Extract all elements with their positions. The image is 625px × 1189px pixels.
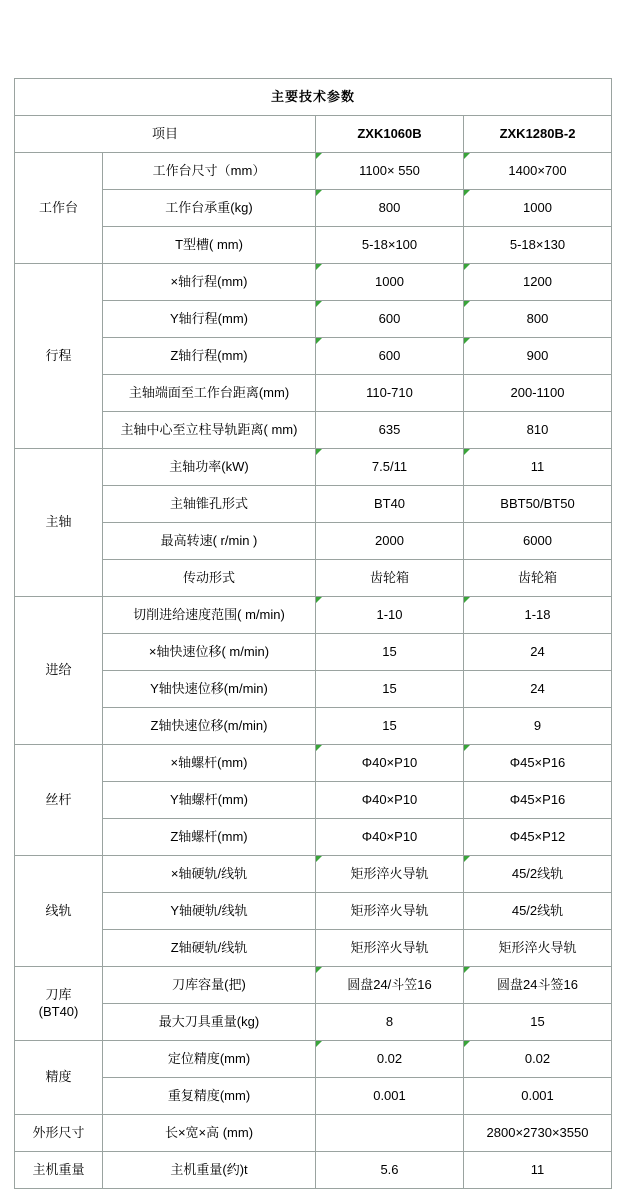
param-label: 主轴端面至工作台距离(mm) [103, 375, 316, 412]
group-name-cell [15, 264, 103, 449]
param-value-model-2: 5-18×130 [464, 227, 612, 264]
param-value-model-1: Φ40×P10 [316, 782, 464, 819]
param-value-model-1: 600 [316, 301, 464, 338]
group-name-cell [15, 449, 103, 597]
param-value-model-2: BBT50/BT50 [464, 486, 612, 523]
param-value-model-1: 7.5/11 [316, 449, 464, 486]
group-name-line: 刀库 [45, 987, 72, 1003]
param-value-model-1: 0.001 [316, 1078, 464, 1115]
table-row [15, 486, 612, 523]
group-name-line: 行程 [45, 347, 72, 363]
param-value-model-2: 24 [464, 634, 612, 671]
table-row [15, 930, 612, 967]
table-row [15, 1041, 612, 1078]
param-label: Z轴硬轨/线轨 [103, 930, 316, 967]
group-name-line: 丝杆 [45, 791, 72, 807]
group-name-line: 主轴 [45, 514, 72, 530]
group-name-cell [15, 597, 103, 745]
param-label: Y轴行程(mm) [103, 301, 316, 338]
header-model-2: ZXK1280B-2 [464, 116, 612, 153]
param-value-model-2: 45/2线轨 [464, 856, 612, 893]
param-value-model-1: Φ40×P10 [316, 745, 464, 782]
param-value-model-1: 2000 [316, 523, 464, 560]
param-value-model-2: 2800×2730×3550 [464, 1115, 612, 1152]
table-row [15, 856, 612, 893]
param-value-model-1 [316, 1115, 464, 1152]
param-label: 主轴锥孔形式 [103, 486, 316, 523]
param-label: Y轴快速位移(m/min) [103, 671, 316, 708]
param-label: 工作台承重(kg) [103, 190, 316, 227]
param-value-model-2: Φ45×P16 [464, 782, 612, 819]
table-row [15, 634, 612, 671]
table-row [15, 227, 612, 264]
param-value-model-2: 0.02 [464, 1041, 612, 1078]
param-value-model-1: 0.02 [316, 1041, 464, 1078]
param-label: 主轴中心至立柱导轨距离( mm) [103, 412, 316, 449]
param-value-model-2: 24 [464, 671, 612, 708]
param-value-model-2: Φ45×P12 [464, 819, 612, 856]
technical-parameters-table [14, 78, 612, 1189]
param-value-model-2: 810 [464, 412, 612, 449]
group-name-line: 线轨 [45, 902, 72, 918]
param-value-model-2: 1-18 [464, 597, 612, 634]
param-value-model-1: 15 [316, 634, 464, 671]
param-value-model-2: 200-1100 [464, 375, 612, 412]
table-row [15, 412, 612, 449]
param-label: ×轴行程(mm) [103, 264, 316, 301]
param-value-model-1: 8 [316, 1004, 464, 1041]
param-label: ×轴螺杆(mm) [103, 745, 316, 782]
table-row [15, 893, 612, 930]
param-value-model-1: Φ40×P10 [316, 819, 464, 856]
param-value-model-2: 6000 [464, 523, 612, 560]
param-value-model-2: 900 [464, 338, 612, 375]
param-value-model-1: 635 [316, 412, 464, 449]
table-row [15, 1078, 612, 1115]
param-value-model-2: Φ45×P16 [464, 745, 612, 782]
param-value-model-1: 600 [316, 338, 464, 375]
param-label: 长×宽×高 (mm) [103, 1115, 316, 1152]
group-name-cell [15, 967, 103, 1041]
table-row [15, 1115, 612, 1152]
group-name-cell: 外形尺寸 [15, 1115, 103, 1152]
table-row [15, 375, 612, 412]
param-value-model-1: 15 [316, 671, 464, 708]
group-name-cell [15, 1041, 103, 1115]
param-value-model-1: 齿轮箱 [316, 560, 464, 597]
table-row [15, 153, 612, 190]
group-name-line: 工作台 [38, 199, 78, 215]
param-value-model-1: 800 [316, 190, 464, 227]
param-label: ×轴快速位移( m/min) [103, 634, 316, 671]
param-label: Z轴螺杆(mm) [103, 819, 316, 856]
param-value-model-1: BT40 [316, 486, 464, 523]
table-row [15, 264, 612, 301]
table-row [15, 782, 612, 819]
header-model-1: ZXK1060B [316, 116, 464, 153]
table-row [15, 819, 612, 856]
param-value-model-2: 15 [464, 1004, 612, 1041]
param-value-model-2: 1000 [464, 190, 612, 227]
table-header-row [15, 116, 612, 153]
table-row [15, 523, 612, 560]
param-value-model-2: 9 [464, 708, 612, 745]
param-label: 刀库容量(把) [103, 967, 316, 1004]
group-name-line: 进给 [45, 662, 72, 678]
table-row [15, 338, 612, 375]
table-row [15, 708, 612, 745]
param-value-model-2: 45/2线轨 [464, 893, 612, 930]
table-row [15, 449, 612, 486]
param-value-model-1: 1-10 [316, 597, 464, 634]
param-value-model-2: 1400×700 [464, 153, 612, 190]
table-row [15, 560, 612, 597]
table-row [15, 745, 612, 782]
param-label: 定位精度(mm) [103, 1041, 316, 1078]
table-row [15, 671, 612, 708]
param-value-model-1: 矩形淬火导轨 [316, 930, 464, 967]
param-value-model-1: 5.6 [316, 1152, 464, 1189]
table-row [15, 190, 612, 227]
param-value-model-1: 110-710 [316, 375, 464, 412]
group-name-cell [15, 856, 103, 967]
param-label: 最大刀具重量(kg) [103, 1004, 316, 1041]
param-value-model-1: 圆盘24/斗笠16 [316, 967, 464, 1004]
param-label: 主机重量(约)t [103, 1152, 316, 1189]
param-label: 主轴功率(kW) [103, 449, 316, 486]
param-label: 最高转速( r/min ) [103, 523, 316, 560]
param-label: ×轴硬轨/线轨 [103, 856, 316, 893]
param-label: Y轴硬轨/线轨 [103, 893, 316, 930]
group-name-line: (BT40) [38, 1003, 79, 1019]
param-value-model-1: 矩形淬火导轨 [316, 893, 464, 930]
param-label: Z轴行程(mm) [103, 338, 316, 375]
page-title: 主要技术参数 [15, 79, 612, 116]
param-value-model-2: 800 [464, 301, 612, 338]
param-label: Y轴螺杆(mm) [103, 782, 316, 819]
param-value-model-1: 5-18×100 [316, 227, 464, 264]
group-name-cell [15, 153, 103, 264]
param-label: 工作台尺寸（mm） [103, 153, 316, 190]
table-row [15, 967, 612, 1004]
table-row [15, 301, 612, 338]
param-value-model-2: 圆盘24斗签16 [464, 967, 612, 1004]
table-row [15, 1004, 612, 1041]
param-value-model-2: 齿轮箱 [464, 560, 612, 597]
param-value-model-2: 矩形淬火导轨 [464, 930, 612, 967]
param-value-model-1: 矩形淬火导轨 [316, 856, 464, 893]
param-value-model-2: 1200 [464, 264, 612, 301]
group-name-line: 精度 [45, 1069, 72, 1085]
param-value-model-1: 1100× 550 [316, 153, 464, 190]
param-value-model-2: 11 [464, 1152, 612, 1189]
table-row [15, 597, 612, 634]
group-name-cell: 主机重量 [15, 1152, 103, 1189]
group-name-cell [15, 745, 103, 856]
table-row [15, 1152, 612, 1189]
param-value-model-2: 11 [464, 449, 612, 486]
param-value-model-1: 1000 [316, 264, 464, 301]
param-label: 重复精度(mm) [103, 1078, 316, 1115]
param-value-model-2: 0.001 [464, 1078, 612, 1115]
header-item-label: 项目 [15, 116, 316, 153]
param-label: T型槽( mm) [103, 227, 316, 264]
param-label: 传动形式 [103, 560, 316, 597]
table-title-row [15, 79, 612, 116]
param-value-model-1: 15 [316, 708, 464, 745]
param-label: Z轴快速位移(m/min) [103, 708, 316, 745]
param-label: 切削进给速度范围( m/min) [103, 597, 316, 634]
